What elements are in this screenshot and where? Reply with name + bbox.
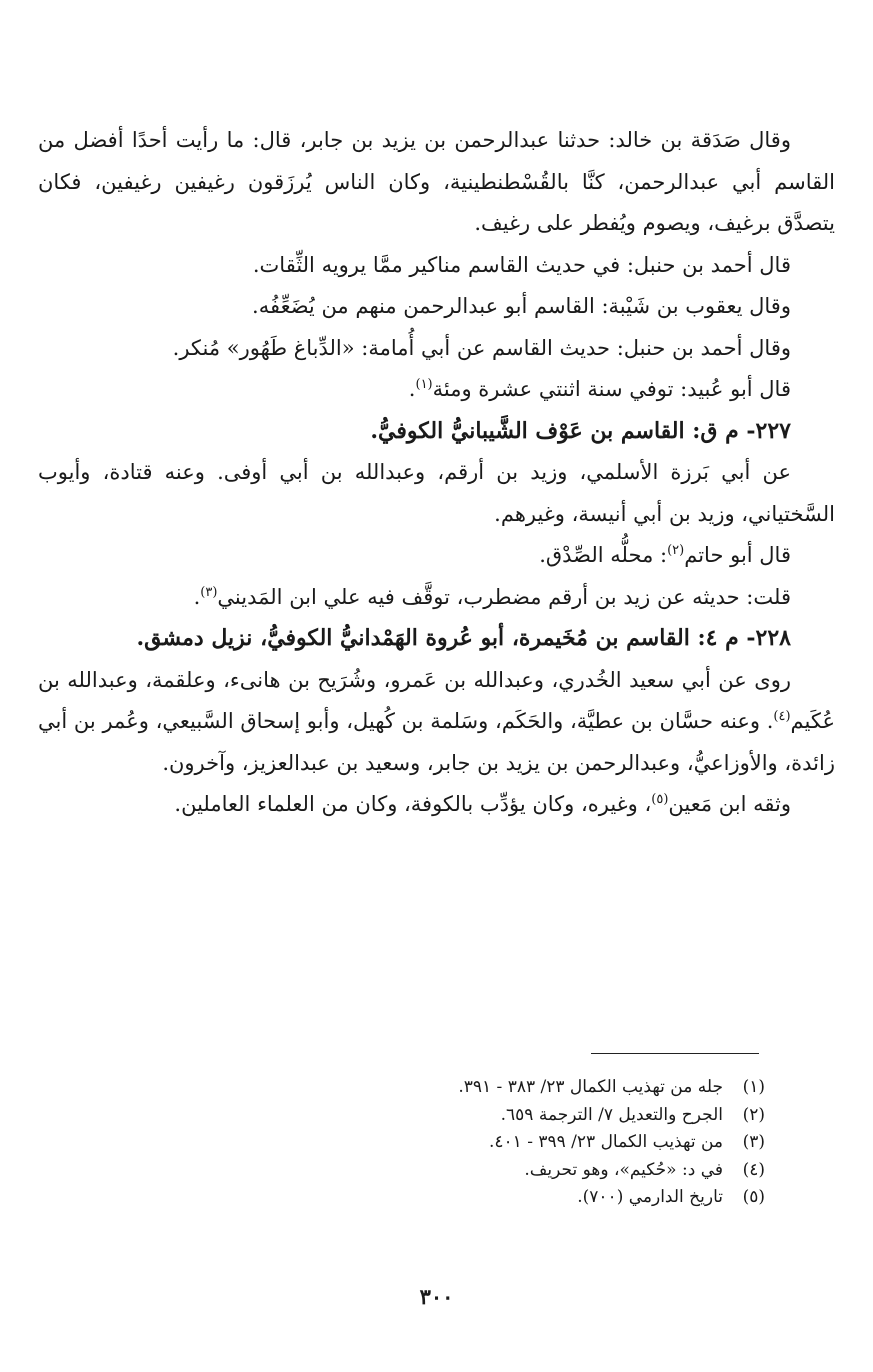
text-line: قلت: حديثه عن زيد بن أرقم مضطرب، توقَّف فيه علي ابن <box>289 584 791 609</box>
footnote-text: الجرح والتعديل ٧/ الترجمة ٦٥٩. <box>500 1104 723 1125</box>
footnotes <box>100 1074 765 1212</box>
text-line: : محلُّه الصِّدْق. <box>539 543 668 567</box>
footnote-text: من تهذيب الكمال ٢٣/ ٣٩٩ - ٤٠١. <box>488 1132 723 1152</box>
page-number: ٣٠٠ <box>419 1284 454 1309</box>
paragraph-narrators-228 <box>38 660 835 785</box>
heading-text: ٢٢٧- م ق: القاسم بن عَوْف الشَّيبانيُّ الكوفيُّ. <box>370 417 791 444</box>
footnote-text: جله من تهذيب الكمال ٢٣/ ٣٨٣ - ٣٩١. <box>458 1077 723 1097</box>
heading-text: ٢٢٨- م ٤: القاسم بن مُخَيمرة، أبو عُروة الهَمْدانيُّ الكوفيُّ، <box>260 625 791 651</box>
footnote-text: في د: «حُكيم»، وهو تحريف. <box>524 1159 723 1180</box>
footnote-ref: (٢) <box>667 543 685 558</box>
footnote-ref: (١) <box>415 377 433 392</box>
entry-heading-227 <box>38 411 835 453</box>
text-line: قال أبو عُبيد: توفي سنة اثنتي عشرة ومئة <box>432 377 791 401</box>
footnote-ref: (٤) <box>773 709 791 724</box>
footnote-text: تاريخ الدارمي (٧٠٠). <box>577 1187 723 1207</box>
paragraph-abu-hatim <box>38 535 835 577</box>
footnote-ref: (٣) <box>200 584 218 600</box>
footnote-item <box>100 1184 765 1212</box>
text-line: . <box>408 377 416 401</box>
text-line: العاملين. <box>174 792 251 816</box>
text-line: قال أبو حاتم <box>684 543 791 567</box>
text-line: وقال يعقوب بن شَيْبة: القاسم أبو عبدالرحمن منهم من يُضَعِّفُه. <box>252 294 791 318</box>
footnote-number: (٤) <box>742 1159 765 1180</box>
paragraph-sadaqa <box>38 120 835 245</box>
text-line: وثقه ابن مَعين <box>668 792 791 816</box>
footnote-number: (٣) <box>742 1132 765 1152</box>
footnote-number: (٥) <box>742 1187 765 1207</box>
text-line: . وعنه حسَّان بن عطيَّة، والحَكَم، وسَلمة بن <box>401 709 774 733</box>
footnote-item <box>100 1102 765 1130</box>
paragraph-abu-ubaid <box>38 369 835 411</box>
text-line: ، وغيره، وكان يؤدِّب بالكوفة، وكان من العلماء <box>257 792 652 816</box>
paragraph-ahmad-2 <box>38 328 835 370</box>
footnote-item <box>100 1074 765 1102</box>
text-line: قال أحمد بن حنبل: في حديث القاسم مناكير ممَّا يرويه الثِّقات. <box>252 252 791 277</box>
paragraph-yaqub <box>38 286 835 328</box>
footnote-item <box>100 1129 765 1157</box>
text-line: وعبدالرحمن بن يزيد بن جابر، وسعيد بن عبدالعزيز، وآخرون. <box>162 750 681 775</box>
footnote-ref: (٥) <box>651 792 669 807</box>
footnote-item <box>100 1157 765 1185</box>
text-line: المَديني <box>217 584 283 609</box>
text-line: عن أبي بَرزة الأسلمي، وزيد بن أرقم، وعبدالله بن أبي أوفى. وعنه <box>164 460 791 484</box>
paragraph-ibn-main <box>38 784 835 826</box>
footnote-separator <box>591 1053 759 1054</box>
text-line: روى عن أبي سعيد الخُدري، وعبدالله بن عَمرو، وشُرَيح بن هانىء، <box>223 667 791 692</box>
text-line: يُرزَقون رغيفين رغيفين، فكان يتصدَّق برغيف، ويصوم ويُفطر على رغيف. <box>38 169 835 235</box>
text-line: رأيت أحدًا أفضل من القاسم أبي عبدالرحمن، كنَّا بالقُسْطنطينية، وكان الناس <box>38 128 835 194</box>
footnote-number: (١) <box>742 1077 765 1097</box>
text-line: وعلقمة، وعبدالله بن عُكَيم <box>38 667 835 733</box>
text-line: وقال صَدَقة بن خالد: حدثنا عبدالرحمن بن يزيد بن جابر، قال: ما <box>226 128 791 152</box>
main-text <box>38 120 835 826</box>
paragraph-qultu <box>38 577 835 619</box>
paragraph-narrators-227 <box>38 452 835 535</box>
paragraph-ahmad-1 <box>38 245 835 287</box>
text-line: كُهيل، وأبو إسحاق السَّبيعي، وعُمر بن أبي زائدة، والأوزاعيُّ، <box>38 709 835 775</box>
text-line: وقال أحمد بن حنبل: حديث القاسم عن أبي أُمامة: «الدِّباغ طَهُور» <box>226 335 791 360</box>
text-line: قتادة، وأيوب السَّختياني، وزيد بن أبي أنيسة، وغيرهم. <box>38 460 835 526</box>
text-line: مُنكر. <box>172 335 221 360</box>
entry-heading-228 <box>38 618 835 660</box>
text-line: . <box>193 584 201 609</box>
footnote-number: (٢) <box>742 1104 765 1125</box>
heading-text: نزيل دمشق. <box>136 625 253 651</box>
